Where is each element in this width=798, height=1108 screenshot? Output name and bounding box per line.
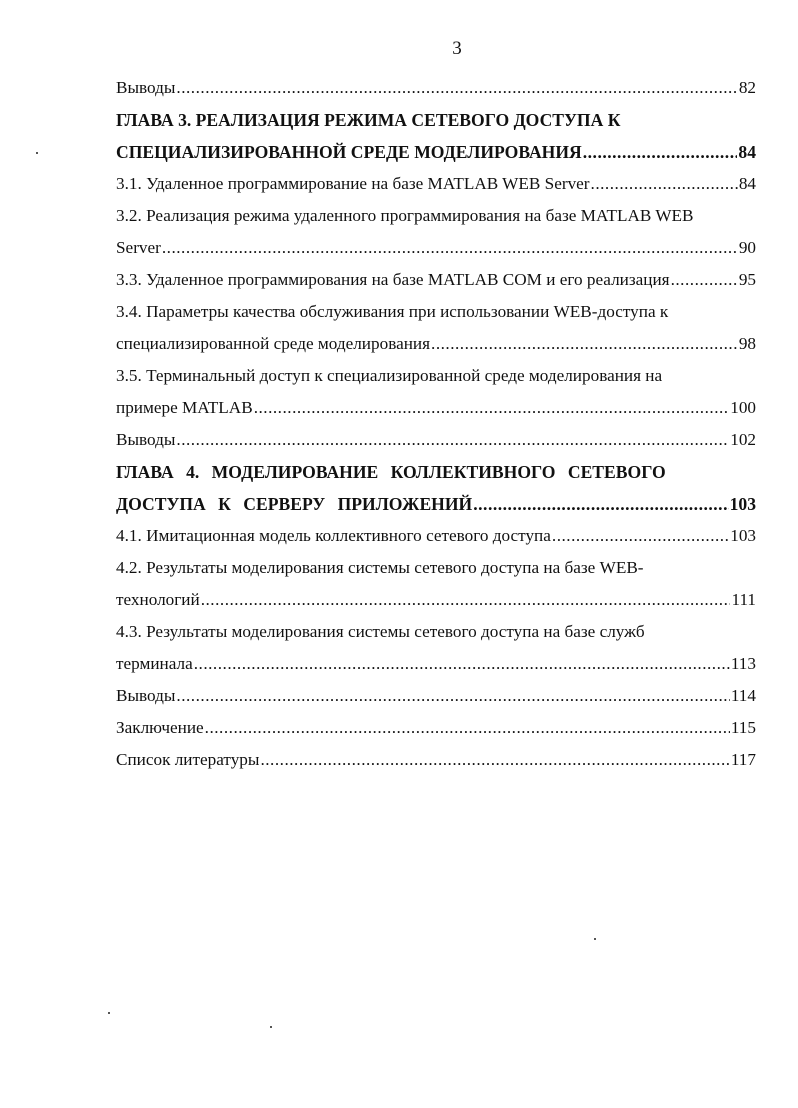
toc-entry-title: ДОСТУПА К СЕРВЕРУ ПРИЛОЖЕНИЙ [116,494,473,514]
toc-entry-title: 4.3. Результаты моделирования системы сетевого доступа на базе служб [116,622,645,641]
dot-leader [552,520,729,552]
toc-entry-title: 3.1. Удаленное программирование на базе MATLAB WEB Server [116,174,590,193]
dot-leader [260,744,729,776]
dot-leader [254,392,730,424]
toc-entry-title: 3.4. Параметры качества обслуживания при использовании WEB-доступа к [116,302,669,321]
toc-line [116,456,756,488]
toc-entry-title: Server [116,238,161,257]
toc-entry-page: 113 [730,654,756,673]
dot-leader [671,264,738,296]
toc-line [116,72,756,104]
dot-leader [194,648,730,680]
table-of-contents [116,72,756,776]
toc-entry-page: 82 [738,78,756,97]
toc-line [116,136,756,168]
toc-entry-title: Выводы [116,78,176,97]
toc-line [116,424,756,456]
toc-line [116,328,756,360]
toc-entry-title: СПЕЦИАЛИЗИРОВАННОЙ СРЕДЕ МОДЕЛИРОВАНИЯ [116,142,582,162]
toc-entry-title: ГЛАВА 3. РЕАЛИЗАЦИЯ РЕЖИМА СЕТЕВОГО ДОСТУПА К [116,110,621,130]
toc-entry-title: 3.2. Реализация режима удаленного программирования на базе MATLAB WEB [116,206,694,225]
toc-line [116,232,756,264]
toc-line [116,712,756,744]
dot-leader [583,136,738,168]
toc-entry-page: 84 [738,142,756,162]
toc-entry-title: ГЛАВА 4. МОДЕЛИРОВАНИЕ КОЛЛЕКТИВНОГО СЕТЕВОГО [116,462,666,482]
toc-entry-title: примере MATLAB [116,398,253,417]
toc-entry-title: Выводы [116,686,176,705]
toc-line [116,104,756,136]
toc-entry-title: 4.2. Результаты моделирования системы сетевого доступа на базе WEB- [116,558,644,577]
toc-line [116,488,756,520]
dot-leader [591,168,738,200]
dot-leader [473,488,728,520]
toc-entry-title: специализированной среде моделирования [116,334,431,353]
page-number: 3 [452,38,462,59]
toc-entry-page: 111 [731,590,756,609]
toc-entry-title: Список литературы [116,750,260,769]
dot-leader [201,584,731,616]
toc-entry-page: 117 [730,750,756,769]
toc-entry-title: технологий [116,590,200,609]
toc-entry-page: 95 [738,270,756,289]
toc-line [116,744,756,776]
toc-entry-page: 90 [738,238,756,257]
toc-entry-page: 103 [730,526,756,545]
scan-speck [36,152,38,154]
scan-speck [270,1026,272,1028]
toc-entry-title: 3.3. Удаленное программирования на базе MATLAB COM и его реализация [116,270,670,289]
toc-line [116,296,756,328]
toc-entry-page: 103 [729,494,756,514]
toc-line [116,584,756,616]
toc-entry-title: Выводы [116,430,176,449]
toc-entry-title: 4.1. Имитационная модель коллективного сетевого доступа [116,526,551,545]
toc-line [116,360,756,392]
toc-line [116,520,756,552]
toc-entry-page: 114 [730,686,756,705]
toc-line [116,168,756,200]
toc-entry-title: Заключение [116,718,204,737]
dot-leader [176,72,737,104]
dot-leader [431,328,738,360]
toc-line [116,616,756,648]
toc-entry-page: 102 [730,430,756,449]
dot-leader [176,680,729,712]
toc-line [116,680,756,712]
toc-line [116,552,756,584]
toc-entry-page: 84 [738,174,756,193]
toc-line [116,200,756,232]
toc-line [116,648,756,680]
toc-entry-title: 3.5. Терминальный доступ к специализированной среде моделирования на [116,366,663,385]
scan-speck [108,1012,110,1014]
scan-speck [594,938,596,940]
dot-leader [176,424,729,456]
toc-line [116,264,756,296]
dot-leader [205,712,730,744]
toc-entry-page: 98 [738,334,756,353]
dot-leader [162,232,738,264]
toc-line [116,392,756,424]
toc-entry-page: 100 [730,398,756,417]
toc-entry-page: 115 [730,718,756,737]
toc-entry-title: терминала [116,654,193,673]
